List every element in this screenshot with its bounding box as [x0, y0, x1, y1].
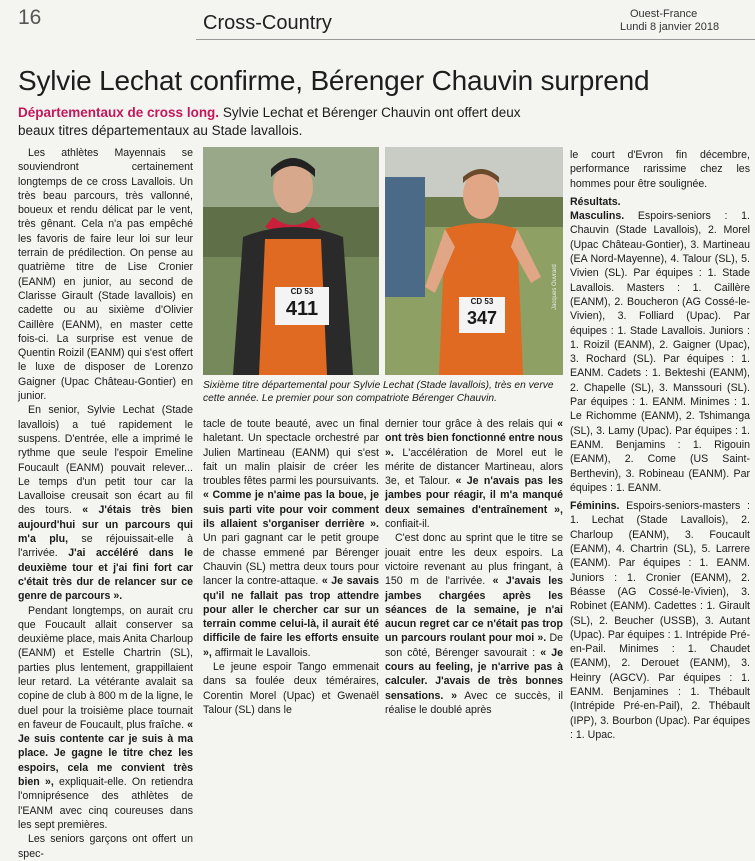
text: affirmait le Lavallois. — [211, 646, 311, 659]
quote: « Je n'avais pas les jambes pour réagir, il m'a manqué deux semaines d'entraînement », — [385, 475, 563, 516]
results-men — [570, 209, 750, 495]
article-column-4-results — [570, 148, 750, 746]
text: En senior, Sylvie Lechat (Stade lavallois) a tué rapidement le suspens. D'entrée, elle a imprimé le rythme que seule l'espoir Emeline Foucault (EANM) pouvait relever... Le temps d'un petit tour car la Lavalloise creusait son écart au fil des tours. — [18, 404, 193, 517]
runner-photo-1 — [203, 147, 379, 375]
paragraph — [18, 403, 193, 603]
quote: « J'étais très bien aujourd'hui sur un parcours qui m'a plu, — [18, 504, 193, 546]
paragraph: Les athlètes Mayennais se souviendront certainement longtemps de ce cross Lavallois. Un très beau parcours, très vallonné, boueux et rendu délicat par le vent, très gênant. Cela n'a pas empêché les favoris de faire leur loi sur leur terrain de prédilection. On pense au quatrième titre de Lise Cronier (EANM) en junior, au second de Clarisse Girault (Stade lavallois) en cadette ou au sixième d'Olivier Caillère (EANM), en master cette fois-ci. La surprise est venue de Quentin Roizil (EANM) qui s'est offert le luxe de disposer de Lorenzo Gaigner (Upac Château-Gontier) en junior. — [18, 147, 193, 403]
bib-1 — [275, 287, 329, 325]
text: se réjouissait-elle à l'arrivée. — [18, 533, 193, 560]
paragraph — [203, 417, 379, 660]
quote: « Comme je n'aime pas la boue, je suis parti vite pour voir comment ils allaient s'organiser derrière ». — [203, 489, 379, 531]
quote: J'ai accéléré dans le deuxième tour et j'ai fini fort car c'était très dur de relancer sur ce genre de parcours ». — [18, 547, 193, 603]
bib-top: CD 53 — [470, 297, 494, 306]
quote: « Je suis contente car je suis à ma place. Je gagne le titre chez les espoirs, cela me convient très bien », — [18, 718, 193, 789]
paragraph: Le jeune espoir Tango emmenait dans sa foulée deux téméraires, Corentin Morel (Upac) et Gwenaël Talour (SL) dans le — [203, 661, 379, 716]
lead-text: Sylvie Lechat et Bérenger Chauvin ont offert deux beaux titres départementaux au Stade lavallois. — [18, 105, 521, 138]
photo-caption: Sixième titre départemental pour Sylvie Lechat (Stade lavallois), très en verve cette année. Le premier pour son compatriote Bérenger Chauvin. — [203, 380, 554, 404]
article-column-2 — [203, 417, 379, 717]
results-title: Résultats. — [570, 195, 621, 208]
text: De son côté, Bérenger savourait : — [385, 632, 563, 659]
page-number: 16 — [18, 6, 42, 29]
paragraph — [385, 417, 563, 531]
headline: Sylvie Lechat confirme, Bérenger Chauvin surprend — [18, 65, 650, 96]
text: confiait-il. — [385, 518, 430, 531]
paragraph: Les seniors garçons ont offert un spec- — [18, 833, 193, 860]
text: dernier tour grâce à des relais qui — [385, 418, 558, 430]
lead — [18, 104, 538, 140]
quote: « Je savais qu'il ne fallait pas trop attendre pour aller le chercher car sur un terrain comme celui-là, il aurait été difficile de faire les efforts ensuite », — [203, 575, 379, 659]
photo-sylvie-lechat — [203, 147, 379, 375]
text: Un pari gagnant car le petit groupe de chasse emmené par Bérenger Chauvin (SL) mettra deux tours pour lancer la contre-attaque. — [203, 532, 379, 588]
photo-berenger-chauvin — [385, 147, 563, 375]
quote: « Je cours au feeling, je n'arrive pas à calculer. J'avais de très bonnes sensations. » — [385, 646, 563, 702]
bib-top: CD 53 — [290, 287, 314, 296]
paragraph — [18, 604, 193, 833]
women-title: Féminins. — [570, 500, 620, 513]
text: tacle de toute beauté, avec un final haletant. Un spectacle orchestré par Julien Martineau (EANM) qui s'est fait un malin plaisir de créer les troubles fêtes parmi les poursuivants. — [203, 418, 379, 488]
photo-credit: Jacques Ouvrard — [552, 264, 558, 310]
text: C'est donc au sprint que le titre se jouait entre les deux espoirs. La victoire revenant au plus fringant, à 150 m de l'arrivée. — [385, 532, 563, 588]
quote: « ont très bien fonctionné entre nous ». — [385, 418, 563, 459]
text: Pendant longtemps, on aurait cru que Foucault allait conserver sa deuxième place, mais Anita Charloup (EANM) et Estelle Chartrin (SL), parties plus lentement, grappillaient leur retard. La vétérante avalait sa copine de club à 800 m de la ligne, le duel pour la troisième place tournait en faveur de Foucault, plus fraîche. — [18, 604, 193, 731]
quote: « J'avais les jambes chargées après les séances de la semaine, je n'ai aucun regret car ce n'était pas trop un parcours roulant pour moi ». — [385, 575, 563, 645]
article-column-1 — [18, 146, 193, 861]
page-header — [0, 0, 755, 44]
paper-name: Ouest-France — [630, 8, 698, 20]
text: expliquait-elle. On retiendra l'omniprésence des athlètes de l'EANM avec cinq coureuses dans les sept premières. — [18, 776, 193, 831]
paragraph — [385, 531, 563, 717]
bib-number: 411 — [285, 298, 319, 320]
header-rule — [196, 39, 755, 40]
paper-date: Lundi 8 janvier 2018 — [620, 21, 720, 33]
text: Avec ce succès, il réalise le doublé après — [385, 689, 564, 716]
bib-number: 347 — [466, 308, 498, 328]
lead-kicker: Départementaux de cross long. — [18, 105, 220, 120]
text: L'accélération de Morel eut le mérite de distancer Martineau, alors 3e, et Talour. — [385, 446, 563, 488]
men-title: Masculins. — [570, 210, 625, 223]
men-results: Espoirs-seniors : 1. Chauvin (Stade Lavallois), 2. Morel (Upac Château-Gontier), 3. Martineau (EA Nord-Mayenne), 4. Talour (SL), 5. Vivien (SL). Par équipes : 1. Stade Lavallois. Masters : 1. Caillère (EANM), 2. Boucheron (AG Cossé-le-Vivien), 3. Folliard (Upac). Par équipes : 1. Stade Lavallois. Juniors : 1. Roizil (EANM), 2. Gaigner (Upac), 3. Rochard (SL). Par équipes : 1. EANM. Cadets : 1. Bekteshi (EANM), 2. Chapelle (SL), 3. Manssouri (SL). Par équipes : 1. EANM. Minimes : 1. Le Richomme (EANM), 2. Tshimanga (SL), 3. Lamy (Upac). Par équipes : 1. EANM. Benjamins : 1. Rigouin (EANM), 2. Come (US Saint-Berthevin), 3. Robineau (EANM). Par équipes : 1. EANM. — [570, 210, 750, 494]
results-women — [570, 499, 750, 742]
bib-2 — [459, 297, 505, 333]
paper-info — [620, 8, 719, 34]
women-results: Espoirs-seniors-masters : 1. Lechat (Stade Lavallois), 2. Charloup (EANM), 3. Foucault (EANM), 4. Chartrin (SL), 5. Larrere (EANM). Par équipes : 1. EANM. Juniors : 1. Cronier (EANM), 2. Béasse (AG Cossé-le-Vivien), 3. Robinet (EANM). Cadettes : 1. Girault (SL), 2. Beucher (USSB), 3. Autant (Upac). Par équipes : 1. Intrépide Pré-en-Pail. Minimes : 1. Chaudet (EANM), 2. Derouet (EANM), 3. Heinry (AGCV). Par équipes : 1. EANM. Benjamines : 1. Thébault (Intrépide Pré-en-Pail), 2. Thébault (IPP), 3. Bourbon (Upac). Par équipes : 1. Upac. — [570, 500, 750, 741]
paragraph: le court d'Evron fin décembre, performance rarissime chez les hommes pour être soulignée. — [570, 149, 750, 190]
runner-photo-2 — [385, 147, 563, 375]
section-title: Cross-Country — [203, 12, 332, 34]
article-column-3 — [385, 417, 563, 717]
